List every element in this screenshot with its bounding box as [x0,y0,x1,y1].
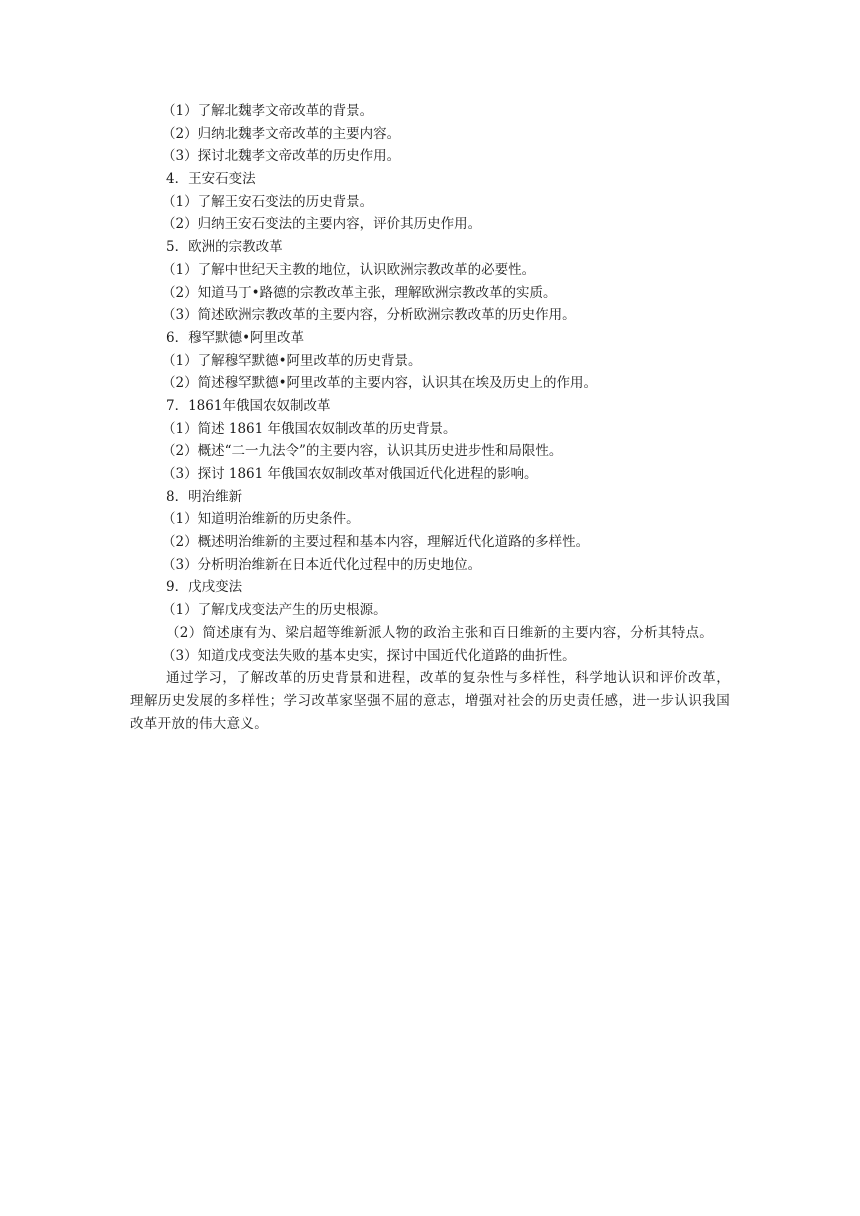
objective-item: （2）概述明治维新的主要过程和基本内容，理解近代化道路的多样性。 [162,534,590,551]
objective-item: （2）简述穆罕默德•阿里改革的主要内容，认识其在埃及历史上的作用。 [162,375,598,392]
objective-item: （3）探讨 1861 年俄国农奴制改革对俄国近代化进程的影响。 [162,466,538,482]
objective-item: （3）知道戊戌变法失败的基本史实，探讨中国近代化道路的曲折性。 [162,647,576,664]
objective-item: （1）了解穆罕默德•阿里改革的历史背景。 [162,352,422,369]
document-body [130,100,730,735]
objective-item: （2）知道马丁•路德的宗教改革主张，理解欧洲宗教改革的实质。 [162,284,557,301]
section-heading: 9．戊戌变法 [166,579,243,596]
objective-item: （1）了解王安石变法的历史背景。 [162,193,374,210]
section-heading: 5．欧洲的宗教改革 [166,239,283,256]
objective-item: （3）分析明治维新在日本近代化过程中的历史地位。 [162,556,482,573]
section-heading: 7．1861年俄国农奴制改革 [166,397,331,414]
objective-item: （1）了解北魏孝文帝改革的背景。 [162,103,374,119]
section-heading: 8．明治维新 [166,488,243,505]
objective-item: （2）归纳北魏孝文帝改革的主要内容。 [162,125,401,142]
objective-item: （3）探讨北魏孝文帝改革的历史作用。 [162,148,401,165]
objective-item: （3）简述欧洲宗教改革的主要内容，分析欧洲宗教改革的历史作用。 [162,307,576,324]
section-heading: 4．王安石变法 [166,171,256,188]
objective-item: （1）简述 1861 年俄国农奴制改革的历史背景。 [162,420,457,437]
objective-item: （1）知道明治维新的历史条件。 [162,511,360,528]
objective-item: （1）了解中世纪天主教的地位，认识欧洲宗教改革的必要性。 [162,261,536,278]
paragraph: （2）简述康有为、梁启超等维新派人物的政治主张和百日维新的主要内容，分析其特点。 [166,624,714,641]
objective-item: （1）了解戊戌变法产生的历史根源。 [162,602,387,619]
paragraph: 通过学习，了解改革的历史背景和进程，改革的复杂性与多样性，科学地认识和评价改革，理解历史发展的多样性；学习改革家坚强不屈的意志，增强对社会的历史责任感，进一步认识我国改革开放的伟大意义。 [130,670,730,732]
objective-item: （2）概述“二一九法令”的主要内容，认识其历史进步性和局限性。 [162,443,563,460]
section-heading: 6．穆罕默德•阿里改革 [166,329,305,346]
objective-item: （2）归纳王安石变法的主要内容，评价其历史作用。 [162,216,482,233]
